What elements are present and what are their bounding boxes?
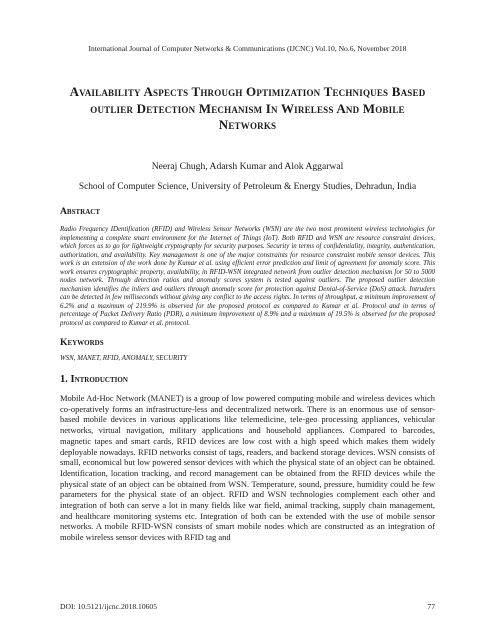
journal-running-header: International Journal of Computer Networks & Communications (IJCNC) Vol.10, No.6, November 2018 — [88, 44, 407, 53]
introduction-heading: 1. Introduction — [60, 374, 128, 385]
abstract-body: Radio Frequency IDentification (RFID) and Wireless Sensor Networks (WSN) are the two most prominent wireless technologies for implementing a complete smart environment for the Internet of Things (IoT). Both RFID and WSN are resource constraint devices, which forces us to go for lightweight cryptography for security purposes. Security in terms of confidentiality, integrity, authentication, authorization, and availability. Key management is one of the major constraints for resource constraint mobile sensor devices. This work is an extension of the work done by Kumar et al. using efficient error prediction and limit of agreement for anomaly score. This work ensures cryptographic property, availability, in RFID-WSN integrated network from outlier detection mechanism for 50 to 5000 nodes network. Through detection ratios and anomaly scores system is tested against outliers. The proposed outlier detection mechanism identifies the inliers and outliers through anomaly score for protection against Denial-of-Service (DoS) attack. Intruders can be detected in few milliseconds without giving any conflict to the access rights. In terms of throughput, a minimum improvement of 6.2% and a maximum of 219.9% is observed for the proposed protocol as compared to Kumar et al. Protocol and in terms of percentage of Packet Delivery Ratio (PDR), a minimum improvement of 8.9% and a maximum of 19.5% is observed for the proposed protocol as compared to Kumar et al. protocol. — [60, 226, 435, 327]
author-list: Neeraj Chugh, Adarsh Kumar and Alok Aggarwal — [151, 161, 344, 172]
keywords-heading: Keywords — [60, 337, 104, 348]
introduction-body: Mobile Ad-Hoc Network (MANET) is a group of low powered computing mobile and wireless devices which co-operatively forms an infrastructure-less and decentralized network. There is an enormous use of sensor-based mobile devices in various applications like telemedicine, tele-geo processing appliances, vehicular networks, virtual navigation, military applications and household appliances. Compared to barcodes, magnetic tapes and smart cards, RFID devices are low cost with a high speed which makes them widely deployable nowadays. RFID networks consist of tags, readers, and backend storage devices. WSN consists of small, economical but low powered sensor devices with which the physical state of an object can be obtained. Identification, location tracking, and record management can be obtained from the RFID devices while the physical state of an object can be obtained from WSN. Temperature, sound, pressure, humidity could be few parameters for the physical state of an object. RFID and WSN technologies complement each other and integration of both can serve a lot in many fields like war field, animal tracking, supply chain management, and healthcare monitoring systems etc. Integration of both can be extended with the use of mobile sensor networks. A mobile RFID-WSN consists of smart mobile nodes which are constructed as an integration of mobile wireless sensor devices with RFID tag and — [60, 393, 435, 543]
abstract-heading: Abstract — [60, 206, 100, 217]
keywords-list: WSN, MANET, RFID, ANOMALY, SECURITY — [60, 355, 188, 362]
footer-doi: DOI: 10.5121/ijcnc.2018.10605 — [60, 602, 158, 611]
author-affiliation: School of Computer Science, University of Petroleum & Energy Studies, Dehradun, India — [78, 182, 417, 192]
paper-title: Availability Aspects Through Optimization Techniques Based outlier Detection Mechanism In Wireless And Mobile Networks — [69, 84, 426, 132]
footer-page-number: 77 — [427, 602, 435, 611]
